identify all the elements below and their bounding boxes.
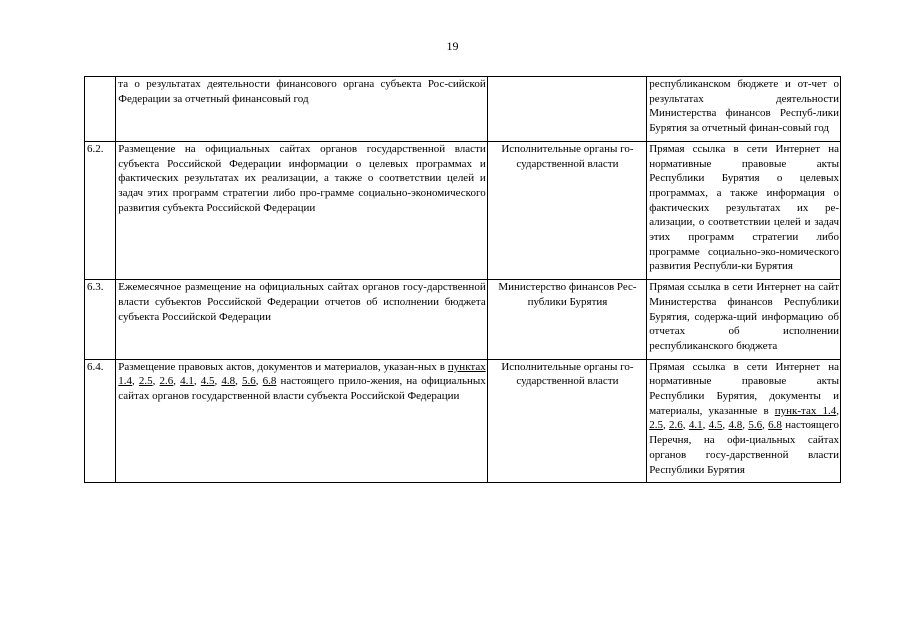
table-row <box>85 280 841 360</box>
measure-description: Размещение на официальных сайтах органов государственной власти субъекта Российской Федерации информации о целевых программах и фактических результатах их реализации, а также о соответствии целей и задач этих программ стратегии либо про-грамме социально-экономического развития субъекта Российской Федерации <box>116 141 487 279</box>
clause-link[interactable]: 2.5 <box>138 375 153 388</box>
row-number: 6.3. <box>85 280 116 360</box>
row-number: 6.2. <box>85 141 116 279</box>
result-text-after: настоящего Перечня, на офи-циальных сайтах органов госу-дарственной власти Республики Бурятия <box>649 419 839 476</box>
clause-link[interactable]: пунктах 1.4 <box>118 360 486 388</box>
row-number <box>85 77 116 142</box>
clause-link[interactable]: 6.8 <box>768 419 782 432</box>
clause-link[interactable]: 4.8 <box>221 375 236 388</box>
table-row <box>85 141 841 279</box>
result-description: Прямая ссылка в сети Интернет на нормативные правовые акты Республики Бурятия, документы и материалы, указанные в пунк-тах 1.4, 2.5, 2.6, 4.1, 4.5, 4.8, 5.6, 6.8 настоящего Перечня, на офи-циальных сайтах органов госу-дарственной власти Республики Бурятия <box>647 359 841 483</box>
result-description: Прямая ссылка в сети Интернет на нормативные правовые акты Республики Бурятия о целевых программах, а также информация о фактических результатах их ре-ализации, о соответствии целей и задач этих программ стратегии либо программе социально-эко-номического развития Республи-ки Бурятия <box>647 141 841 279</box>
page-number: 19 <box>446 39 459 53</box>
responsible-organ: Министерство финансов Рес-публики Бурятия <box>487 280 646 360</box>
clause-link[interactable]: 5.6 <box>748 419 763 432</box>
result-text-before: Прямая ссылка в сети Интернет на нормативные правовые акты Республики Бурятия, документы и материалы, указанные в <box>649 360 839 417</box>
measure-description: Ежемесячное размещение на официальных сайтах органов госу-дарственной власти субъектов Российской Федерации отчетов об исполнении бюджета субъекта Российской Федерации <box>116 280 487 360</box>
description-text-after: настоящего прило-жения, на официальных сайтах органов государственной власти субъекта Российской Федерации <box>118 375 486 403</box>
clause-link[interactable]: 2.6 <box>669 419 683 432</box>
responsible-organ: Исполнительные органы го-сударственной власти <box>487 359 646 483</box>
row-number: 6.4. <box>85 359 116 483</box>
clause-link[interactable]: 4.5 <box>200 375 215 388</box>
clause-link[interactable]: 4.5 <box>708 419 723 432</box>
table-row <box>85 77 841 142</box>
result-description: республиканском бюджете и от-чет о результатах деятельности Министерства финансов Респуб-лики Бурятия за отчетный финан-совый год <box>647 77 841 142</box>
table-row <box>85 359 841 483</box>
measures-table <box>84 76 841 483</box>
responsible-organ <box>487 77 646 142</box>
result-description: Прямая ссылка в сети Интернет на сайт Министерства финансов Республики Бурятия, содержа-щий информацию об отчетах об исполнении республиканского бюджета <box>647 280 841 360</box>
description-text-before: Размещение правовых актов, документов и материалов, указан-ных в <box>118 360 448 373</box>
responsible-organ: Исполнительные органы го-сударственной власти <box>487 141 646 279</box>
measure-description: Размещение правовых актов, документов и материалов, указан-ных в пунктах 1.4, 2.5, 2.6, 4.1, 4.5, 4.8, 5.6, 6.8 настоящего прило-жения, на официальных сайтах органов государственной власти субъекта Российской Федерации <box>116 359 487 483</box>
clause-link[interactable]: 2.5 <box>649 419 663 432</box>
measure-description: та о результатах деятельности финансового органа субъекта Рос-сийской Федерации за отчетный финансовый год <box>116 77 487 142</box>
clause-link[interactable]: 6.8 <box>262 375 277 388</box>
clause-link[interactable]: 4.8 <box>728 419 743 432</box>
clause-link[interactable]: 4.1 <box>688 419 703 432</box>
clause-link[interactable]: 5.6 <box>242 375 256 388</box>
clause-link[interactable]: 2.6 <box>159 375 174 388</box>
clause-link[interactable]: пунк-тах 1.4 <box>774 404 837 417</box>
clause-link[interactable]: 4.1 <box>180 375 194 388</box>
